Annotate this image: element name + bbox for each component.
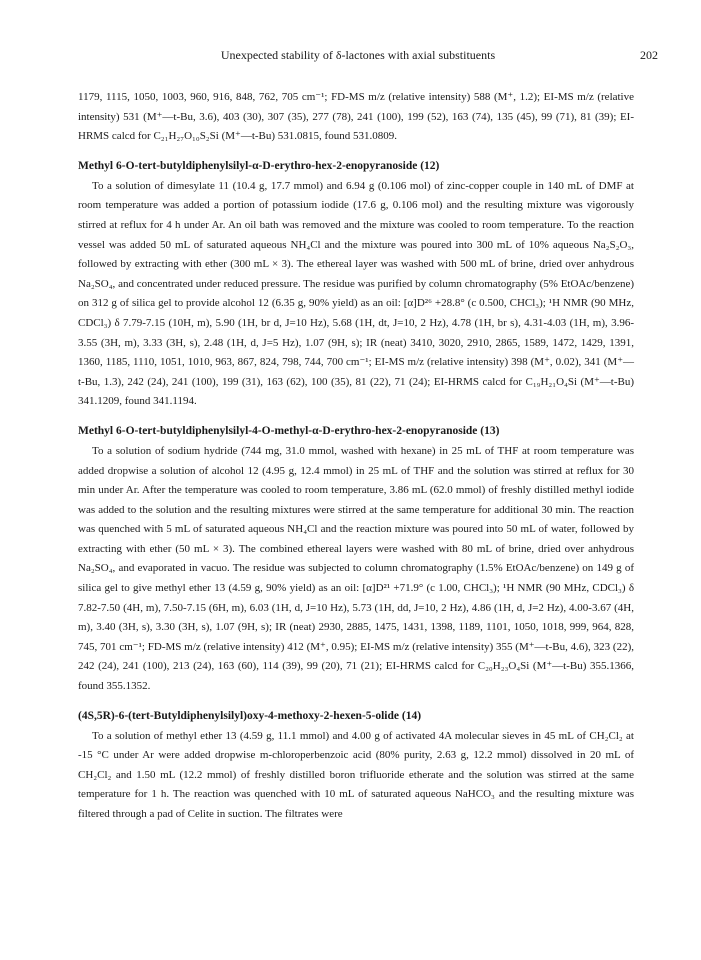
section-heading-12: Methyl 6-O-tert-butyldiphenylsilyl-α-D-erythro-hex-2-enopyranoside (12) [78, 159, 440, 172]
section-body-12: To a solution of dimesylate 11 (10.4 g, 17.7 mmol) and 6.94 g (0.106 mol) of zinc-copper couple in 140 mL of DMF at room temperature was added a portion of potassium iodide (17.6 g, 0.106 mol) and the resulting mixture was vigorously stirred at reflux for 4 h under Ar. An oil bath was removed and the mixture was cooled to room temperature. To the reaction vessel was added 50 mL of saturated aqueous NH₄Cl and the mixture was poured into 300 mL of 10% aqueous Na₂S₂O₃, followed by extracting with ether (300 mL × 3). The ethereal layer was washed with 500 mL of brine, dried over anhydrous Na₂SO₄, and concentrated under reduced pressure. The residue was purified by column chromatography (5% EtOAc/benzene) on 312 g of silica gel to provide alcohol 12 (6.35 g, 90% yield) as an oil: [α]D²⁶ +28.8° (c 0.500, CHCl₃); ¹H NMR (90 MHz, CDCl₃) δ 7.79-7.15 (10H, m), 5.90 (1H, br d, J=10 Hz), 5.68 (1H, dt, J=10, 2 Hz), 4.78 (1H, br s), 4.31-4.03 (1H, m), 3.96-3.55 (3H, m), 3.33 (3H, s), 2.48 (1H, d, J=5 Hz), 1.07 (9H, s); IR (neat) 3410, 3020, 2910, 2865, 1589, 1472, 1429, 1391, 1360, 1185, 1110, 1051, 1010, 963, 867, 824, 798, 744, 700 cm⁻¹; EI-MS m/z (relative intensity) 398 (M⁺, 0.02), 341 (M⁺—t-Bu, 1.3), 242 (24), 241 (100), 199 (31), 163 (62), 100 (35), 81 (22), 71 (24); EI-HRMS calcd for C₁₉H₂₁O₄Si (M⁺—t-Bu) 341.1209, found 341.1194. [78, 179, 634, 408]
page-number: 202 [640, 48, 658, 62]
section-heading-13: Methyl 6-O-tert-butyldiphenylsilyl-4-O-methyl-α-D-erythro-hex-2-enopyranoside (13) [78, 424, 500, 437]
section-body-13: To a solution of sodium hydride (744 mg, 31.0 mmol, washed with hexane) in 25 mL of THF at room temperature was added dropwise a solution of alcohol 12 (4.95 g, 12.4 mmol) in 25 mL of THF and the solution was stirred at reflux for 30 min under Ar. After the temperature was cooled to room temperature, 3.86 mL (62.0 mmol) of freshly distilled methyl iodide was added to the solution and the resulting mixtures were stirred at the same temperature for additional 30 min. The reaction was quenched with 5 mL of saturated aqueous NH₄Cl and the reaction mixture was poured into 50 mL of water, followed by extracting with ether (50 mL × 3). The combined ethereal layers were washed with 80 mL of brine, dried over anhydrous Na₂SO₄, and evaporated in vacuo. The residue was subjected to column chromatography (1.5% EtOAc/benzene) on 149 g of silica gel to give methyl ether 13 (4.59 g, 90% yield) as an oil: [α]D²¹ +71.9° (c 1.00, CHCl₃); ¹H NMR (90 MHz, CDCl₃) δ 7.82-7.50 (4H, m), 7.50-7.15 (6H, m), 6.03 (1H, d, J=10 Hz), 5.73 (1H, dd, J=10, 2 Hz), 4.86 (1H, d, J=2 Hz), 4.00-3.67 (4H, m), 3.40 (3H, s), 3.30 (3H, s), 1.07 (9H, s); IR (neat) 2930, 2885, 1475, 1431, 1398, 1189, 1101, 1050, 1018, 999, 964, 828, 745, 701 cm⁻¹; FD-MS m/z (relative intensity) 412 (M⁺, 0.95); EI-MS m/z (relative intensity) 355 (M⁺—t-Bu, 4.6), 323 (22), 242 (24), 241 (100), 213 (24), 163 (60), 114 (39), 99 (20), 71 (21); EI-HRMS calcd for C₂₀H₂₃O₄Si (M⁺—t-Bu) 355.1366, found 355.1352. [78, 444, 634, 693]
section-heading-14: (4S,5R)-6-(tert-Butyldiphenylsilyl)oxy-4-methoxy-2-hexen-5-olide (14) [78, 709, 422, 722]
running-title: Unexpected stability of δ-lactones with axial substituents [220, 48, 496, 62]
intro-paragraph: 1179, 1115, 1050, 1003, 960, 916, 848, 762, 705 cm⁻¹; FD-MS m/z (relative intensity) 588 (M⁺, 1.2); EI-MS m/z (relative intensity) 531 (M⁺—t-Bu, 3.6), 403 (30), 307 (35), 277 (78), 241 (100), 199 (52), 163 (74), 135 (45), 99 (71), 81 (39); EI-HRMS calcd for C₂₁H₂₇O₁₀S₂Si (M⁺—t-Bu) 531.0815, found 531.0809. [78, 91, 634, 143]
article-body [78, 88, 634, 825]
section-body-14: To a solution of methyl ether 13 (4.59 g, 11.1 mmol) and 4.00 g of activated 4A molecular sieves in 45 mL of CH₂Cl₂ at -15 °C under Ar were added dropwise m-chloroperbenzoic acid (80% purity, 2.63 g, 12.2 mmol) dissolved in 20 mL of CH₂Cl₂ and 1.50 mL (12.2 mmol) of freshly distilled boron trifluoride etherate and the solution was stirred at the same temperature for 1 h. The reaction was quenched with 10 mL of saturated aqueous NaHCO₃ and the resulting mixture was filtered through a pad of Celite in suction. The filtrates were [78, 729, 634, 820]
